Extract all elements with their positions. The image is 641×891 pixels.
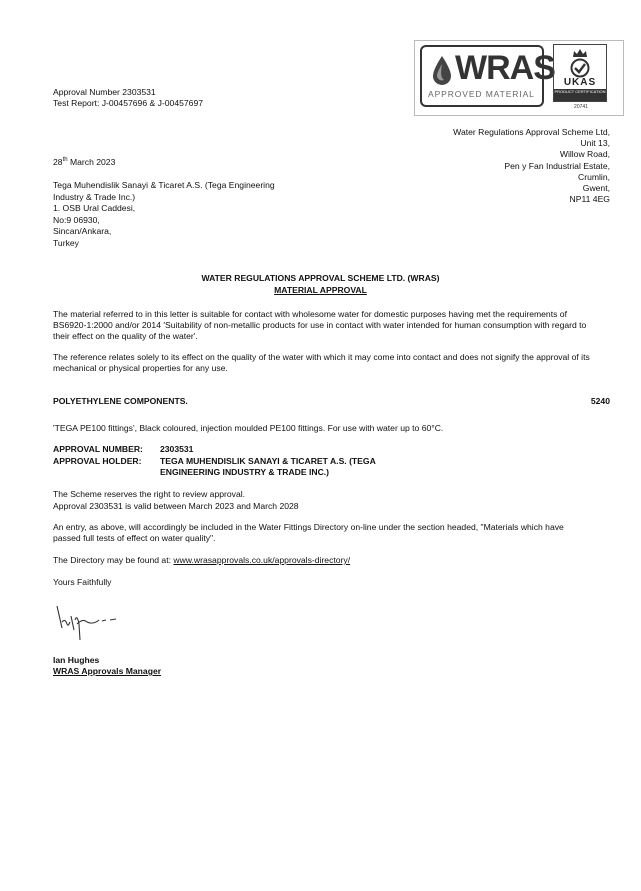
address-line: Willow Road,: [559, 149, 610, 160]
directory-entry-paragraph: An entry, as above, will accordingly be included in the Water Fittings Directory on-line under the section headed, "Materials which have passed full tests of effect on water quality".: [53, 522, 564, 543]
crown-icon: [572, 48, 588, 58]
certification-logos: [414, 40, 624, 116]
address-line: Pen y Fan Industrial Estate,: [504, 160, 610, 171]
review-line: The Scheme reserves the right to review approval.: [53, 489, 246, 499]
address-line: Sincan/Ankara,: [53, 226, 112, 236]
product-code: 5240: [590, 396, 610, 406]
address-line: Tega Muhendislik Sanayi & Ticaret A.S. (Tega Engineering: [53, 180, 275, 190]
address-line: Industry & Trade Inc.): [53, 191, 136, 202]
suitability-paragraph: The material referred to in this letter is suitable for contact with wholesome water for domestic purposes having met the requirements of BS6920-1:2000 and/or 2014 'Suitability of non-metallic products for use in contact with water intended for human consumption with regard to their effect on the quality of the water'.: [53, 309, 587, 341]
validity-line: Approval 2303531 is valid between March 2023 and March 2028: [53, 501, 299, 511]
document-subtitle: [53, 285, 588, 296]
address-line: Water Regulations Approval Scheme Ltd,: [453, 127, 610, 137]
address-line: Gwent,: [582, 183, 610, 194]
handwritten-signature: [53, 604, 123, 644]
directory-location-line: [53, 555, 350, 566]
wras-subtitle: APPROVED MATERIAL: [428, 89, 535, 99]
signatory-name: Ian Hughes: [53, 655, 100, 665]
ukas-product-certification-label: PRODUCT CERTIFICATION: [554, 89, 606, 101]
approval-number-value: 2303531: [160, 444, 194, 454]
ukas-number: 20741: [574, 104, 588, 110]
approval-number-label: APPROVAL NUMBER:: [53, 444, 143, 454]
date-day: 28: [53, 156, 63, 167]
scope-paragraph: The reference relates solely to its effect on the quality of the water with which it may come into contact and does not signify the approval of its mechanical or physical properties for any use.: [53, 352, 590, 373]
letter-date: [53, 155, 115, 168]
signatory-title: [53, 666, 161, 677]
subtitle-text: MATERIAL APPROVAL: [274, 285, 367, 295]
address-line: Unit 13,: [580, 138, 610, 149]
recipient-address: [53, 180, 275, 249]
test-report-line: Test Report: J-00457696 & J-00457697: [53, 98, 204, 108]
approval-details: [53, 444, 376, 479]
address-line: No:9 06930,: [53, 214, 100, 225]
approval-holder-label: APPROVAL HOLDER:: [53, 455, 142, 466]
closing-salutation: Yours Faithfully: [53, 577, 112, 587]
reference-block: [53, 87, 203, 109]
approval-number-line: Approval Number 2303531: [53, 87, 156, 97]
approval-holder-value-cont: ENGINEERING INDUSTRY & TRADE INC.): [160, 467, 330, 477]
sender-address: [453, 127, 610, 205]
address-line: NP11 4EG: [569, 194, 610, 205]
directory-prefix: The Directory may be found at:: [53, 555, 174, 565]
date-suffix: th: [62, 157, 68, 163]
checkmark-circle-icon: [568, 58, 592, 78]
address-line: Crumlin,: [578, 171, 610, 182]
address-line: Turkey: [53, 237, 79, 248]
address-line: 1. OSB Ural Caddesi,: [53, 203, 136, 213]
product-description: 'TEGA PE100 fittings', Black coloured, injection moulded PE100 fittings. For use with water up to 60°C.: [53, 423, 444, 433]
wras-wordmark: WRAS: [455, 49, 555, 87]
wras-approved-material-logo: [420, 45, 555, 107]
approval-holder-value: TEGA MUHENDISLIK SANAYI & TICARET A.S. (TEGA: [160, 455, 376, 466]
document-title: WATER REGULATIONS APPROVAL SCHEME LTD. (WRAS): [201, 273, 440, 283]
product-category: POLYETHYLENE COMPONENTS.: [53, 396, 188, 406]
ukas-wordmark: UKAS: [563, 77, 597, 88]
water-drop-icon: [430, 55, 454, 87]
directory-link[interactable]: www.wrasapprovals.co.uk/approvals-directory/: [173, 555, 351, 565]
signatory-title-text: WRAS Approvals Manager: [53, 666, 162, 676]
ukas-product-certification-logo: [550, 44, 612, 110]
date-month-year: March 2023: [67, 156, 116, 167]
